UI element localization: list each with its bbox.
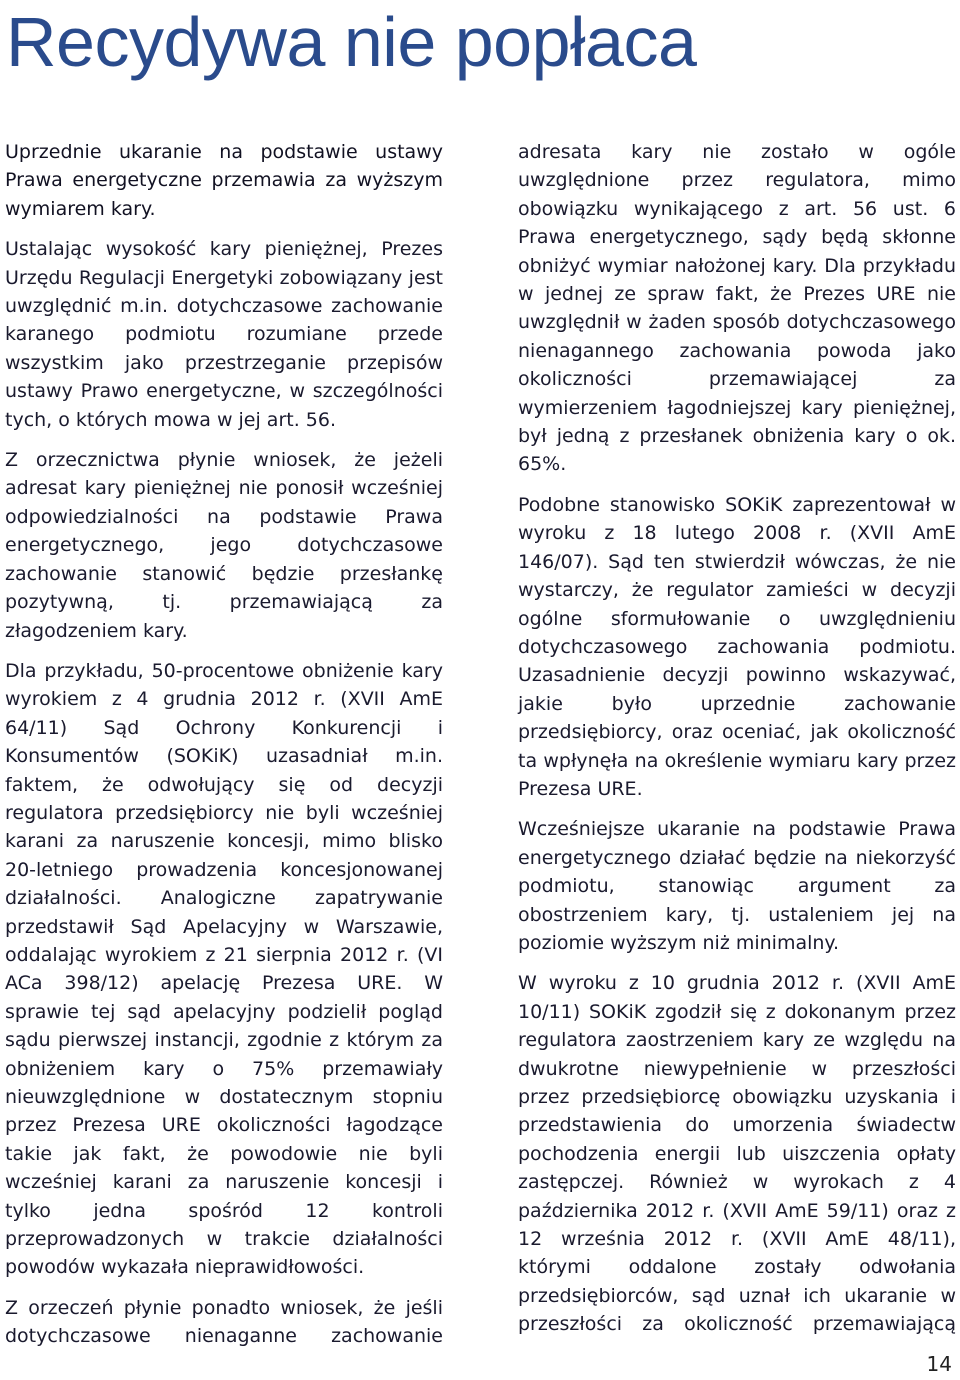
body-paragraph: Dla przykładu, 50-procentowe obniżenie kary wyrokiem z 4 grudnia 2012 r. (XVII AmE 64/11) Sąd Ochrony Konkurencji i Konsumentów (SOKiK) uzasadniał m.in. faktem, że odwołujący się od decyzji regulatora przedsiębiorcy nie byli wcześniej karani za naruszenie koncesji, mimo blisko 20-letniego prowadzenia koncesjonowanej działalności. Analogiczne zapatrywanie przedstawił Sąd Apelacyjny w Warszawie, oddalając wyrokiem z 21 sierpnia 2012 r. (VI ACa 398/12) apelację Prezesa URE. W sprawie tej sąd apelacyjny podzielił pogląd sądu pierwszej instancji, zgodnie z którym za obniżeniem kary o 75% przemawiały nieuwzględnione w dostatecznym stopniu przez Prezesa URE okoliczności łagodzące takie jak fakt, że powodowie nie byli wcześniej karani za naruszenie koncesji i tylko jedna spośród 12 kontroli przeprowadzonych w trakcie działalności powodów wykazała nieprawidłowości.: [5, 659, 443, 1279]
page-title: Recydywa nie popłaca: [6, 3, 697, 81]
body-paragraph: Z orzecznictwa płynie wniosek, że jeżeli adresat kary pieniężnej nie ponosił wcześniej odpowiedzialności na podstawie Prawa energetycznego, jego dotychczasowe zachowanie stanowić będzie przesłankę pozytywną, tj. przemawiającą za złagodzeniem kary.: [5, 449, 443, 642]
body-paragraph: Wcześniejsze ukaranie na podstawie Prawa energetycznego działać będzie na niekorzyść podmiotu, stanowiąc argument za obostrzeniem kary, tj. ustaleniem jej na poziomie wyższym niż minimalny.: [518, 818, 956, 954]
body-paragraph: W wyroku z 10 grudnia 2012 r. (XVII AmE 10/11) SOKiK zgodził się z dokonanym przez regulatora zaostrzeniem kary ze względu na dwukrotne niewypełnienie w przeszłości przez przedsiębiorcę obowiązku uzyskania i przedstawienia do umorzenia świadectw pochodzenia energii lub uiszczenia opłaty zastępczej. Również w wyrokach z 4 października 2012 r. (XVII AmE 59/11) oraz z 12 września 2012 r. (XVII AmE 48/11), którymi oddalone zostały odwołania przedsiębiorców, sąd uznał ich ukaranie w przeszłości za okoliczność przemawiającą: [518, 972, 956, 1336]
page-number: 14: [926, 1352, 952, 1376]
lead-paragraph: Uprzednie ukaranie na podstawie ustawy Prawa energetyczne przemawia za wyższym wymiarem kary.: [5, 141, 443, 220]
left-column: [5, 138, 443, 1363]
body-paragraph: adresata kary nie zostało w ogóle uwzględnione przez regulatora, mimo obowiązku wynikającego z art. 56 ust. 6 Prawa energetycznego, sądy będą skłonne obniżyć wymiar nałożonej kary. Dla przykładu w jednej ze spraw fakt, że Prezes URE nie uwzględnił w żaden sposób dotychczasowego nienagannego zachowania powoda jako okoliczności przemawiającej za wymierzeniem łagodniejszej kary pieniężnej, był jedną z przesłanek obniżenia kary o ok. 65%.: [518, 141, 956, 476]
body-paragraph: Podobne stanowisko SOKiK zaprezentował w wyroku z 18 lutego 2008 r. (XVII AmE 146/07). Sąd ten stwierdził wówczas, że nie wystarczy, że regulator zamieści w decyzji ogólne sformułowanie o uwzględnieniu dotychczasowego zachowania podmiotu. Uzasadnienie decyzji powinno wskazywać, jakie było uprzednie zachowanie przedsiębiorcy, oraz oceniać, jak okoliczność ta wpłynęła na określenie wymiaru kary przez Prezesa URE.: [518, 493, 956, 800]
body-paragraph: Ustalając wysokość kary pieniężnej, Prezes Urzędu Regulacji Energetyki zobowiązany jest uwzględnić m.in. dotychczasowe zachowanie karanego podmiotu rozumiane przede wszystkim jako przestrzeganie przepisów ustawy Prawo energetyczne, w szczególności tych, o których mowa w jej art. 56.: [5, 238, 443, 431]
body-paragraph: Z orzeczeń płynie ponadto wniosek, że jeśli dotychczasowe nienaganne zachowanie: [5, 1296, 443, 1348]
right-column: [518, 138, 956, 1351]
